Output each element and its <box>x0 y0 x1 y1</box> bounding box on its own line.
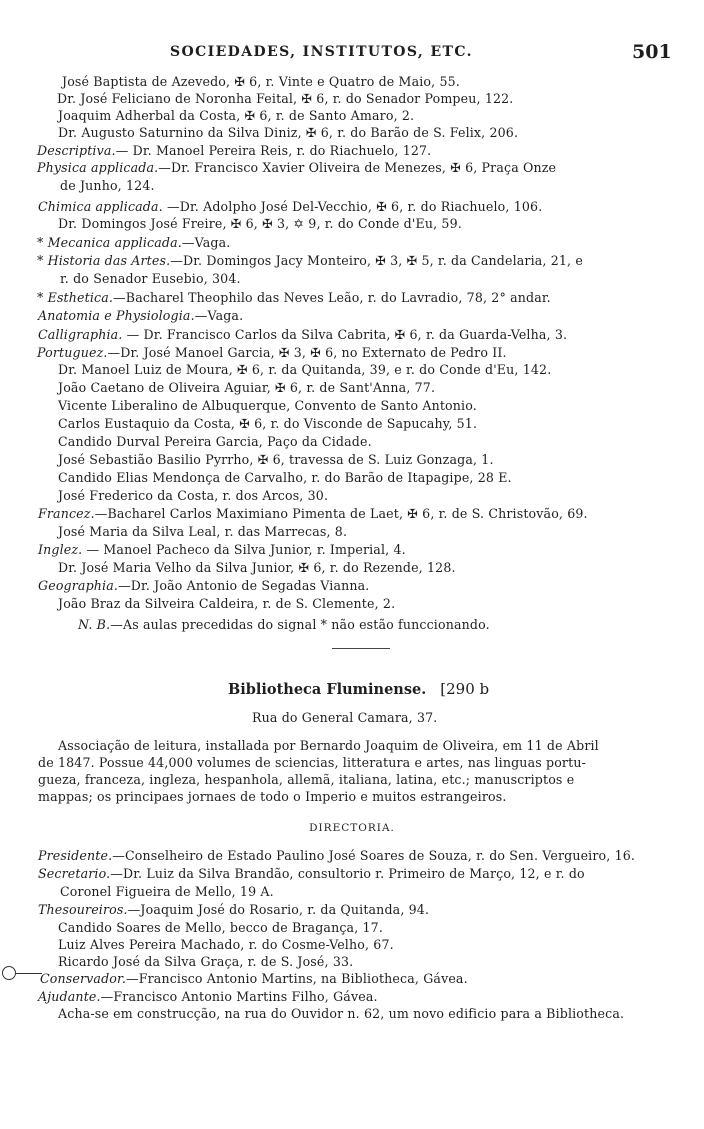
faculty-line: Dr. Augusto Saturnino da Silva Diniz, ✠ 6, r. do Barão de S. Felix, 206. <box>58 125 519 140</box>
faculty-line: Dr. Domingos José Freire, ✠ 6, ✠ 3, ✡ 9, r. do Conde d'Eu, 59. <box>58 216 462 231</box>
faculty-line: * Historia das Artes.—Dr. Domingos Jacy Monteiro, ✠ 3, ✠ 5, r. da Candelaria, 21, e <box>37 253 583 268</box>
faculty-line: * Mecanica applicada.—Vaga. <box>37 235 231 250</box>
faculty-line: Dr. José Maria Velho da Silva Junior, ✠ 6, r. do Rezende, 128. <box>58 560 456 575</box>
faculty-line: Calligraphia. — Dr. Francisco Carlos da Silva Cabrita, ✠ 6, r. da Guarda-Velha, 3. <box>38 327 568 342</box>
section-divider <box>332 648 390 649</box>
directory-line: Ajudante.—Francisco Antonio Martins Filho, Gávea. <box>38 989 378 1004</box>
faculty-line: * Esthetica.—Bacharel Theophilo das Neves Leão, r. do Lavradio, 78, 2° andar. <box>37 290 551 305</box>
faculty-line: Vicente Liberalino de Albuquerque, Convento de Santo Antonio. <box>58 398 477 413</box>
running-title: SOCIEDADES, INSTITUTOS, ETC. <box>170 44 473 60</box>
faculty-line: Geographia.—Dr. João Antonio de Segadas Vianna. <box>38 578 370 593</box>
faculty-line: Dr. José Feliciano de Noronha Feital, ✠ 6, r. do Senador Pompeu, 122. <box>57 91 514 106</box>
directory-line: Candido Soares de Mello, becco de Bragança, 17. <box>58 920 383 935</box>
faculty-line: Physica applicada.—Dr. Francisco Xavier Oliveira de Menezes, ✠ 6, Praça Onze <box>37 160 557 175</box>
faculty-line: José Sebastião Basilio Pyrrho, ✠ 6, travessa de S. Luiz Gonzaga, 1. <box>58 452 494 467</box>
library-title: Bibliotheca Fluminense. [290 b <box>228 680 490 698</box>
description-line: Associação de leitura, installada por Bernardo Joaquim de Oliveira, em 11 de Abril <box>58 738 599 753</box>
description-line: gueza, franceza, ingleza, hespanhola, allemã, italiana, latina, etc.; manuscriptos e <box>38 772 575 787</box>
faculty-line: de Junho, 124. <box>60 178 155 193</box>
faculty-line: Inglez. — Manoel Pacheco da Silva Junior, r. Imperial, 4. <box>38 542 406 557</box>
directory-line: Conservador.—Francisco Antonio Martins, na Bibliotheca, Gávea. <box>40 971 468 986</box>
note-bene: N. B.—As aulas precedidas do signal * não estão funccionando. <box>78 617 490 632</box>
page-header <box>0 41 704 68</box>
directory-line: Coronel Figueira de Mello, 19 A. <box>60 884 274 899</box>
directory-line: Luiz Alves Pereira Machado, r. do Cosme-Velho, 67. <box>58 937 394 952</box>
faculty-line: João Braz da Silveira Caldeira, r. de S. Clemente, 2. <box>58 596 396 611</box>
description-line: de 1847. Possue 44,000 volumes de sciencias, litteratura e artes, nas linguas portu- <box>38 755 586 770</box>
library-address: Rua do General Camara, 37. <box>252 710 438 725</box>
faculty-line: Candido Elias Mendonça de Carvalho, r. do Barão de Itapagipe, 28 E. <box>58 470 512 485</box>
faculty-line: Dr. Manoel Luiz de Moura, ✠ 6, r. da Quitanda, 39, e r. do Conde d'Eu, 142. <box>58 362 552 377</box>
faculty-line: Joaquim Adherbal da Costa, ✠ 6, r. de Santo Amaro, 2. <box>58 108 415 123</box>
faculty-line: Candido Durval Pereira Garcia, Paço da Cidade. <box>58 434 372 449</box>
faculty-line: Anatomia e Physiologia.—Vaga. <box>38 308 244 323</box>
description-line: mappas; os principaes jornaes de todo o Imperio e muitos estrangeiros. <box>38 789 507 804</box>
faculty-line: Chimica applicada. —Dr. Adolpho José Del-Vecchio, ✠ 6, r. do Riachuelo, 106. <box>38 199 543 214</box>
directory-line: Presidente.—Conselheiro de Estado Paulino José Soares de Souza, r. do Sen. Vergueiro, 16. <box>38 848 636 863</box>
page-number: 501 <box>632 41 672 63</box>
directory-line: Thesoureiros.—Joaquim José do Rosario, r. da Quitanda, 94. <box>38 902 430 917</box>
faculty-line: João Caetano de Oliveira Aguiar, ✠ 6, r. de Sant'Anna, 77. <box>58 380 436 395</box>
margin-circle-mark <box>2 966 16 980</box>
faculty-line: José Maria da Silva Leal, r. das Marrecas, 8. <box>58 524 348 539</box>
faculty-line: Carlos Eustaquio da Costa, ✠ 6, r. do Visconde de Sapucahy, 51. <box>58 416 478 431</box>
directory-line: Ricardo José da Silva Graça, r. de S. José, 33. <box>58 954 354 969</box>
faculty-line: Descriptiva.— Dr. Manoel Pereira Reis, r. do Riachuelo, 127. <box>37 143 432 158</box>
directory-heading: DIRECTORIA. <box>309 822 395 834</box>
faculty-line: José Baptista de Azevedo, ✠ 6, r. Vinte e Quatro de Maio, 55. <box>62 74 460 89</box>
faculty-line: Portuguez.—Dr. José Manoel Garcia, ✠ 3, ✠ 6, no Externato de Pedro II. <box>37 345 507 360</box>
directory-line: Acha-se em construcção, na rua do Ouvidor n. 62, um novo edificio para a Bibliotheca. <box>58 1006 625 1021</box>
faculty-line: Francez.—Bacharel Carlos Maximiano Pimenta de Laet, ✠ 6, r. de S. Christovão, 69. <box>38 506 588 521</box>
faculty-line: José Frederico da Costa, r. dos Arcos, 30. <box>58 488 329 503</box>
library-reference: [290 b <box>440 680 490 698</box>
faculty-line: r. do Senador Eusebio, 304. <box>60 271 241 286</box>
directory-line: Secretario.—Dr. Luiz da Silva Brandão, consultorio r. Primeiro de Março, 12, e r. do <box>38 866 585 881</box>
margin-pointer-line <box>16 973 42 974</box>
